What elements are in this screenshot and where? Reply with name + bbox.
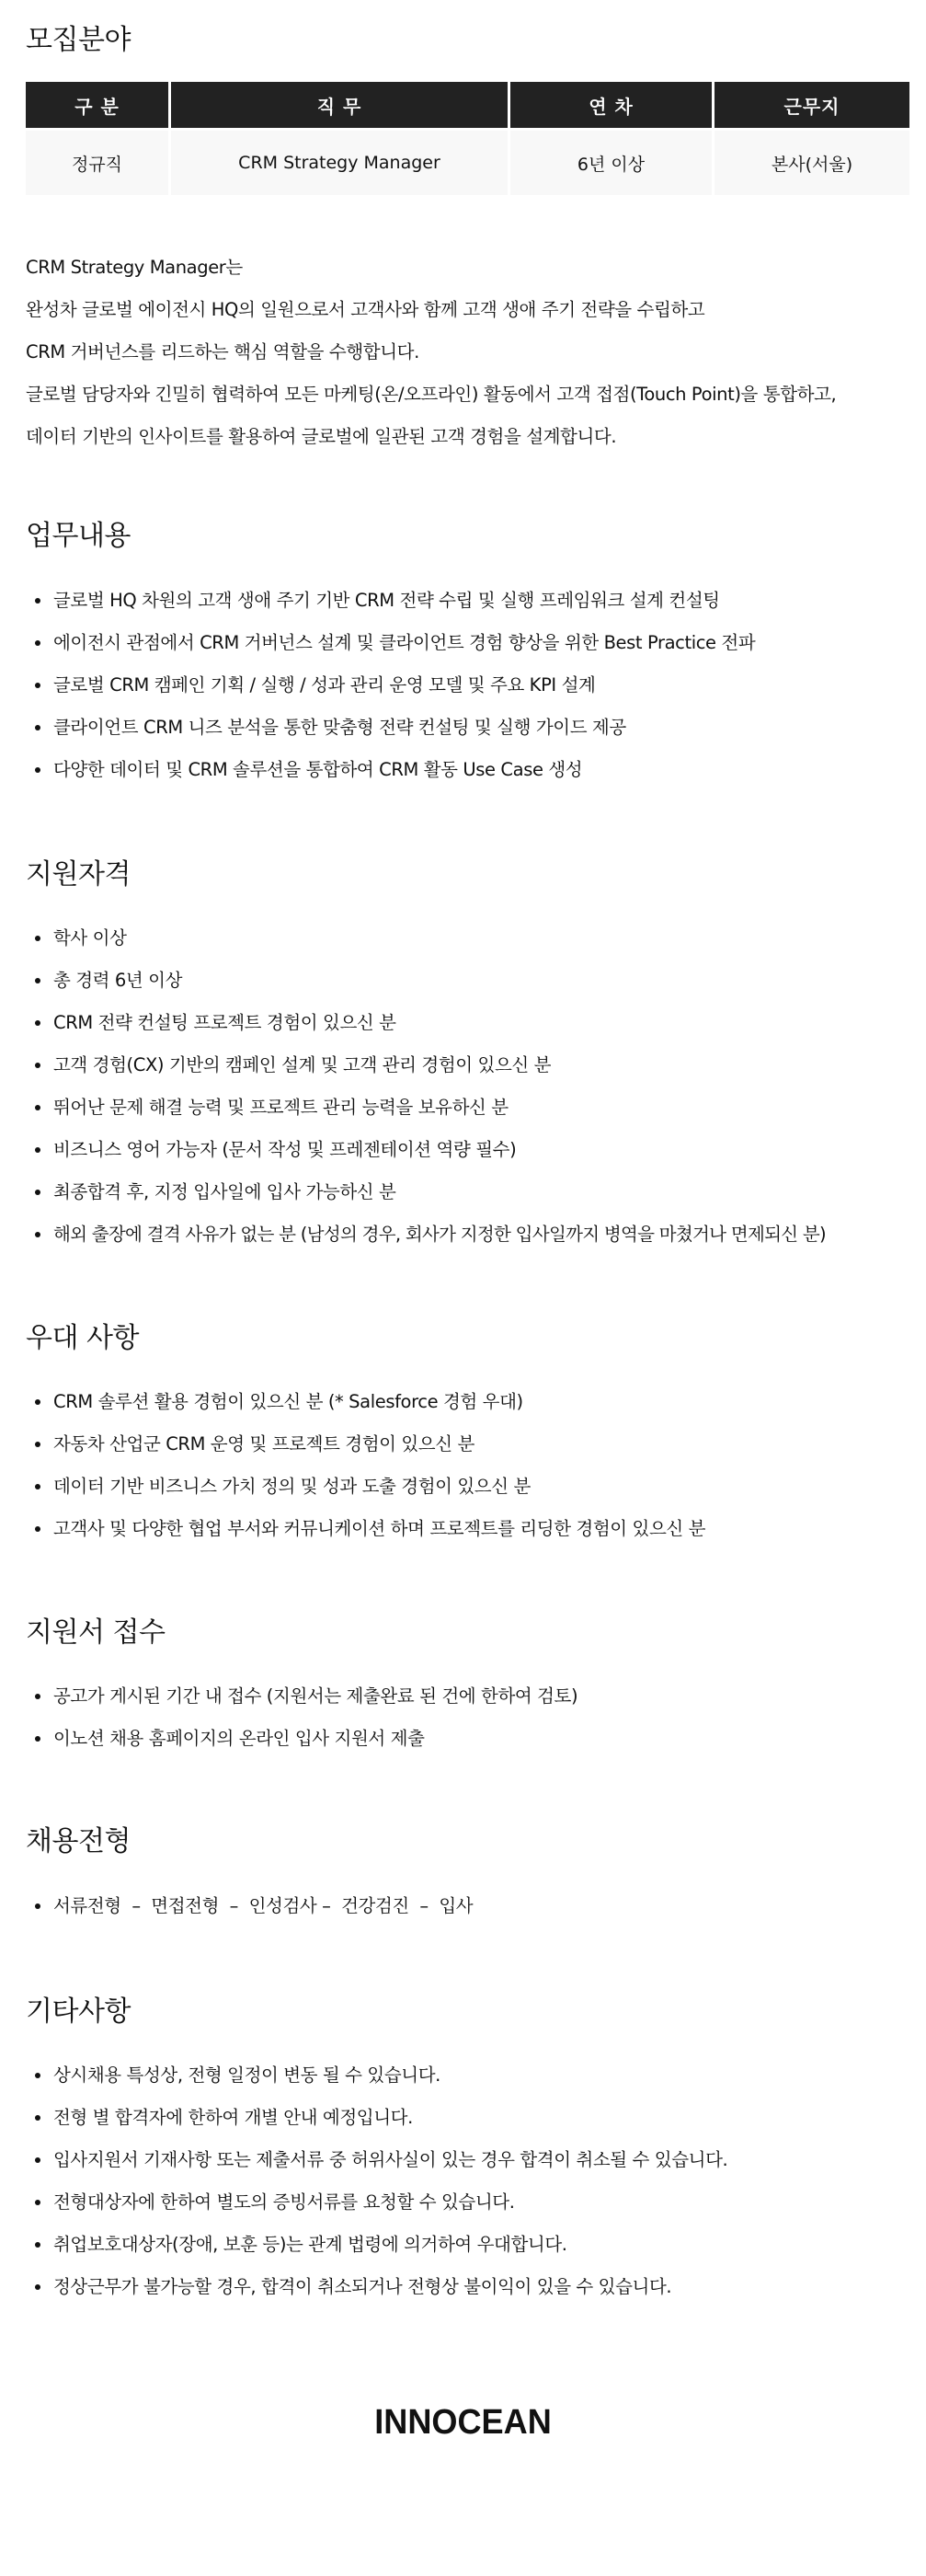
bullet-icon (35, 2200, 40, 2205)
list-item-text: CRM 솔루션 활용 경험이 있으신 분 (* Salesforce 경험 우대) (53, 1391, 523, 1412)
bullet-icon (35, 2284, 40, 2290)
duties-section-title: 업무내용 (26, 520, 131, 552)
list-item (35, 2054, 899, 2097)
list-item (35, 2224, 899, 2266)
list-item (35, 917, 899, 960)
etc-section-title: 기타사항 (26, 1995, 131, 2028)
intro-line: CRM Strategy Manager는 (26, 257, 243, 278)
list-item (35, 960, 899, 1002)
list-item-text: 데이터 기반 비즈니스 가치 정의 및 성과 도출 경험이 있으신 분 (53, 1476, 531, 1497)
recruit-table (23, 82, 912, 195)
list-item (35, 2097, 899, 2139)
list-item (35, 1885, 899, 1927)
bullet-icon (35, 2073, 40, 2078)
bullet-icon (35, 1903, 40, 1909)
list-item (35, 1675, 899, 1718)
recruit-section-title: 모집분야 (26, 24, 131, 56)
list-item-text: 총 경력 6년 이상 (53, 970, 183, 991)
list-item-text: 해외 출장에 결격 사유가 없는 분 (남성의 경우, 회사가 지정한 입사일까지 병역을 마쳤거나 면제되신 분) (53, 1224, 826, 1245)
bullet-icon (35, 1399, 40, 1405)
bullet-icon (35, 767, 40, 773)
bullet-icon (35, 2242, 40, 2248)
bullet-icon (35, 2115, 40, 2121)
list-item (35, 1171, 899, 1213)
header-category: 구 분 (26, 82, 168, 128)
list-item-text: 뛰어난 문제 해결 능력 및 프로젝트 관리 능력을 보유하신 분 (53, 1097, 509, 1118)
cell-location: 본사(서울) (715, 128, 909, 195)
bullet-icon (35, 1736, 40, 1742)
recruit-table-header-row (26, 82, 909, 128)
list-item-text: 글로벌 HQ 차원의 고객 생애 주기 기반 CRM 전략 수립 및 실행 프레임워크 설계 컨설팅 (53, 590, 720, 611)
list-item-text: 자동차 산업군 CRM 운영 및 프로젝트 경험이 있으신 분 (53, 1433, 474, 1455)
list-item-text: 최종합격 후, 지정 입사일에 입사 가능하신 분 (53, 1181, 396, 1202)
list-item-text: 고객 경험(CX) 기반의 캠페인 설계 및 고객 관리 경험이 있으신 분 (53, 1054, 552, 1075)
list-item-text: 고객사 및 다양한 협업 부서와 커뮤니케이션 하며 프로젝트를 리딩한 경험이 있으신 분 (53, 1518, 706, 1539)
list-item (35, 1718, 899, 1760)
list-item (35, 2139, 899, 2181)
list-item (35, 1213, 899, 1256)
list-item (35, 1002, 899, 1044)
preferred-list (35, 1381, 899, 1550)
list-item-text: 학사 이상 (53, 927, 127, 949)
etc-list (35, 2054, 899, 2308)
bullet-icon (35, 1147, 40, 1153)
list-item (35, 749, 899, 791)
bullet-icon (35, 1526, 40, 1532)
list-item-text: 글로벌 CRM 캠페인 기획 / 실행 / 성과 관리 운영 모델 및 주요 KPI 설계 (53, 674, 596, 696)
bullet-icon (35, 1694, 40, 1699)
process-section-title: 채용전형 (26, 1825, 131, 1857)
duties-list (35, 580, 899, 791)
bullet-icon (35, 2157, 40, 2163)
bullet-icon (35, 1063, 40, 1068)
list-item-text: 공고가 게시된 기간 내 접수 (지원서는 제출완료 된 건에 한하여 검토) (53, 1685, 578, 1707)
list-item-text: 취업보호대상자(장애, 보훈 등)는 관계 법령에 의거하여 우대합니다. (53, 2234, 567, 2255)
list-item (35, 1087, 899, 1129)
list-item (35, 1129, 899, 1171)
list-item-text: 비즈니스 영어 가능자 (문서 작성 및 프레젠테이션 역량 필수) (53, 1139, 517, 1160)
list-item-text: 상시채용 특성상, 전형 일정이 변동 될 수 있습니다. (53, 2064, 440, 2086)
qualifications-list (35, 917, 899, 1256)
list-item-text: 전형 별 합격자에 한하여 개별 안내 예정입니다. (53, 2107, 413, 2128)
bullet-icon (35, 640, 40, 646)
bullet-icon (35, 1105, 40, 1110)
list-item-text: 이노션 채용 홈페이지의 온라인 입사 지원서 제출 (53, 1728, 425, 1749)
list-item-text: 전형대상자에 한하여 별도의 증빙서류를 요청할 수 있습니다. (53, 2191, 515, 2213)
list-item (35, 1044, 899, 1087)
bullet-icon (35, 1484, 40, 1489)
list-item (35, 664, 899, 707)
list-item (35, 1508, 899, 1550)
list-item (35, 622, 899, 664)
bullet-icon (35, 598, 40, 604)
cell-years: 6년 이상 (510, 128, 712, 195)
preferred-section-title: 우대 사항 (26, 1322, 139, 1354)
qualifications-section-title: 지원자격 (26, 858, 131, 891)
header-job: 직 무 (171, 82, 508, 128)
cell-category: 정규직 (26, 128, 168, 195)
bullet-icon (35, 936, 40, 941)
list-item-text: 에이전시 관점에서 CRM 거버넌스 설계 및 클라이언트 경험 향상을 위한 Best Practice 전파 (53, 632, 756, 653)
list-item (35, 1466, 899, 1508)
bullet-icon (35, 1190, 40, 1195)
list-item (35, 2266, 899, 2308)
list-item (35, 1381, 899, 1423)
header-years: 연 차 (510, 82, 712, 128)
header-location: 근무지 (715, 82, 909, 128)
bullet-icon (35, 1020, 40, 1026)
list-item-text: 다양한 데이터 및 CRM 솔루션을 통합하여 CRM 활동 Use Case 생성 (53, 759, 583, 780)
intro-line: 글로벌 담당자와 긴밀히 협력하여 모든 마케팅(온/오프라인) 활동에서 고객 접점(Touch Point)을 통합하고, (26, 384, 837, 405)
list-item (35, 580, 899, 622)
innocean-logo: INNOCEAN (374, 2403, 552, 2442)
bullet-icon (35, 1442, 40, 1447)
bullet-icon (35, 683, 40, 688)
application-section-title: 지원서 접수 (26, 1616, 166, 1649)
list-item-text: 서류전형 – 면접전형 – 인성검사 – 건강검진 – 입사 (53, 1895, 474, 1916)
list-item-text: CRM 전략 컨설팅 프로젝트 경험이 있으신 분 (53, 1012, 396, 1033)
bullet-icon (35, 1232, 40, 1237)
bullet-icon (35, 725, 40, 730)
cell-job: CRM Strategy Manager (171, 128, 508, 195)
list-item (35, 707, 899, 749)
list-item-text: 클라이언트 CRM 니즈 분석을 통한 맞춤형 전략 컨설팅 및 실행 가이드 제공 (53, 717, 626, 738)
process-list (35, 1885, 899, 1927)
list-item-text: 입사지원서 기재사항 또는 제출서류 중 허위사실이 있는 경우 합격이 취소될 수 있습니다. (53, 2149, 728, 2170)
list-item (35, 2181, 899, 2224)
intro-line: CRM 거버넌스를 리드하는 핵심 역할을 수행합니다. (26, 341, 419, 362)
intro-line: 완성차 글로벌 에이전시 HQ의 일원으로서 고객사와 함께 고객 생애 주기 전략을 수립하고 (26, 299, 705, 320)
bullet-icon (35, 978, 40, 983)
intro-paragraph (26, 247, 899, 458)
intro-line: 데이터 기반의 인사이트를 활용하여 글로벌에 일관된 고객 경험을 설계합니다. (26, 426, 617, 447)
table-row (26, 128, 909, 195)
application-list (35, 1675, 899, 1760)
list-item-text: 정상근무가 불가능할 경우, 합격이 취소되거나 전형상 불이익이 있을 수 있습니다. (53, 2276, 672, 2297)
list-item (35, 1423, 899, 1466)
